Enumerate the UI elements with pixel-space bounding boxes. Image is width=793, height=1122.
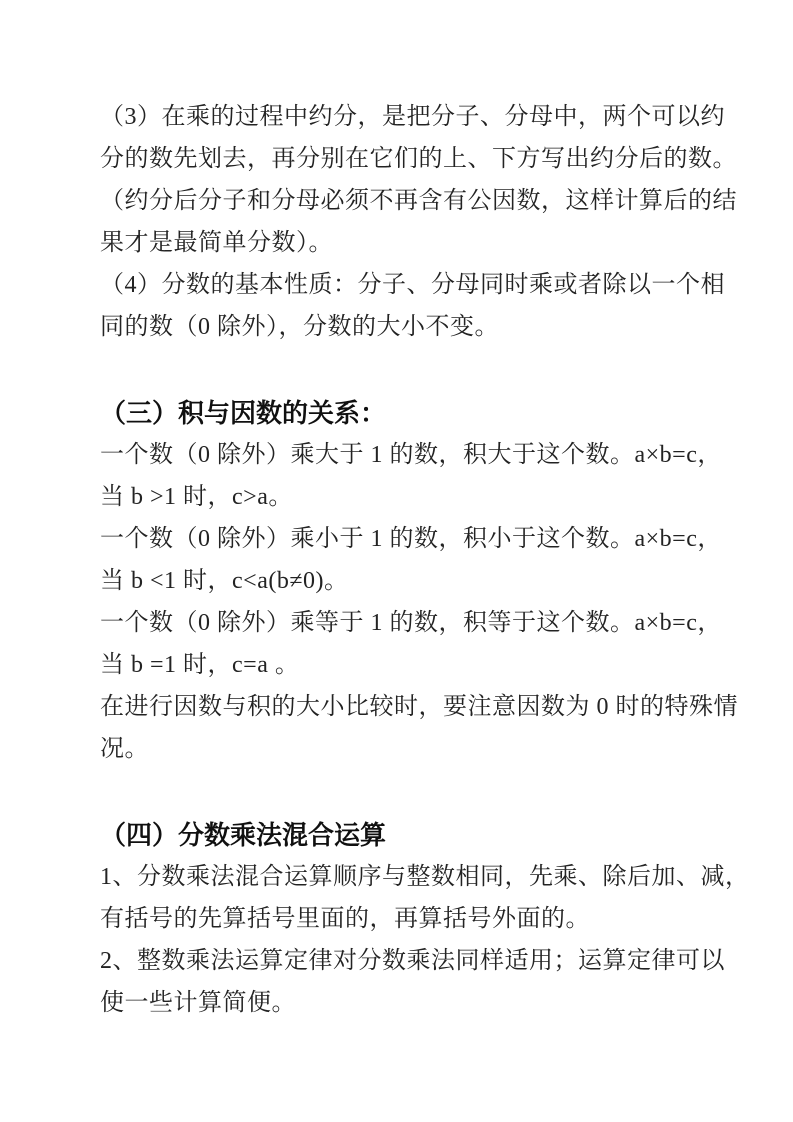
paragraph-line: 一个数（0 除外）乘大于 1 的数，积大于这个数。a×b=c， [100,442,722,468]
paragraph [100,856,750,940]
heading-line: （三）积与因数的关系： [100,398,387,428]
paragraph-line: 一个数（0 除外）乘小于 1 的数，积小于这个数。a×b=c， [100,526,722,552]
paragraph-line: 当 b =1 时，c=a 。 [100,652,300,678]
paragraph-line: 有括号的先算括号里面的，再算括号外面的。 [100,906,590,932]
section-heading [100,392,700,434]
paragraph-line: 当 b >1 时，c>a。 [100,484,293,510]
paragraph [100,686,738,770]
document-content [100,96,750,1024]
paragraph-line: 况。 [100,736,149,762]
paragraph [100,602,722,686]
heading-line: （四）分数乘法混合运算 [100,820,387,850]
paragraph-line: 一个数（0 除外）乘等于 1 的数，积等于这个数。a×b=c， [100,610,722,636]
paragraph [100,96,737,264]
section-heading [100,814,700,856]
paragraph-line: 2、整数乘法运算定律对分数乘法同样适用；运算定律可以 [100,948,725,974]
paragraph-line: 分的数先划去，再分别在它们的上、下方写出约分后的数。 [100,146,737,172]
paragraph [100,940,725,1024]
paragraph-line: （4）分数的基本性质：分子、分母同时乘或者除以一个相 [100,272,725,298]
paragraph [100,264,725,348]
paragraph [100,518,722,602]
paragraph-line: 使一些计算简便。 [100,990,296,1016]
paragraph-line: 同的数（0 除外），分数的大小不变。 [100,314,499,340]
paragraph-line: （约分后分子和分母必须不再含有公因数，这样计算后的结 [100,188,737,214]
paragraph-line: （3）在乘的过程中约分，是把分子、分母中，两个可以约 [100,104,725,130]
paragraph-line: 当 b <1 时，c<a(b≠0)。 [100,568,349,594]
paragraph [100,434,722,518]
paragraph-line: 果才是最简单分数）。 [100,230,333,256]
paragraph-line: 在进行因数与积的大小比较时，要注意因数为 0 时的特殊情 [100,694,738,720]
paragraph-line: 1、分数乘法混合运算顺序与整数相同，先乘、除后加、减， [100,864,750,890]
